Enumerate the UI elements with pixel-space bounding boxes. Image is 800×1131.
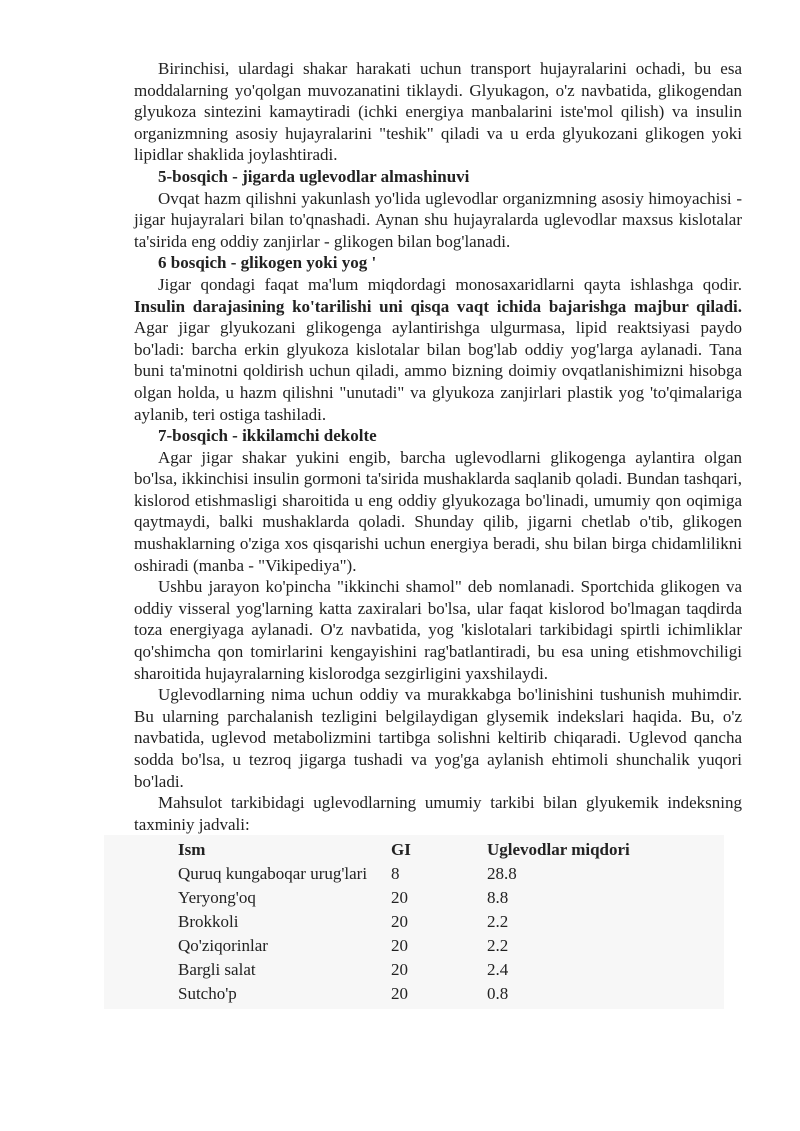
paragraph-insulin-transport: Birinchisi, ulardagi shakar harakati uchun transport hujayralarini ochadi, bu esa moddalarning yo'qolgan muvozanatini tiklaydi. Glyukagon, o'z navbatida, glikogendan glyukoza sintezini kamaytiradi (ichki energiya manbalarini iste'mol qilish) va insulin organizmning asosiy hujayralarini "teshik" qiladi va u erda glyukozani glikogen yoki lipidlar shaklida joylashtiradi. xyxy=(134,59,742,165)
heading-stage-5: 5-bosqich - jigarda uglevodlar almashinuvi xyxy=(158,166,470,186)
table-row xyxy=(104,933,724,957)
paragraph-second-wind: Ushbu jarayon ko'pincha "ikkinchi shamol" deb nomlanadi. Sportchida glikogen va oddiy visseral yog'larning katta zaxiralari bo'lsa, ular faqat kislorod bo'lmagan taqdirda toza energiyaga aylanadi. O'z navbatida, yog 'kislotalari tarkibidagi spirtli ichimliklar qo'shimcha qon tomirlarini kengayishini rag'batlantiradi, bu esa uning etishmovchiligi sharoitida hujayralarning kislorodga sezgirligini yaxshilaydi. xyxy=(134,577,742,683)
header-gi: GI xyxy=(391,839,411,859)
paragraph-lead-text: Jigar qondagi faqat ma'lum miqdordagi monosaxaridlarni qayta ishlashga qodir. xyxy=(158,274,742,294)
cell-carbs: 2.4 xyxy=(487,959,509,979)
cell-name: Bargli salat xyxy=(178,959,256,979)
glycemic-table-container xyxy=(104,835,724,1009)
heading-stage-7: 7-bosqich - ikkilamchi dekolte xyxy=(158,426,377,446)
cell-name: Brokkoli xyxy=(178,911,239,931)
document-body xyxy=(134,58,742,1009)
paragraph-glycemic-index: Uglevodlarning nima uchun oddiy va murakkabga bo'linishini tushunish muhimdir. Bu ularning parchalanish tezligini belgilaydigan glysemik indekslari haqida. Bu, o'z navbatida, uglevod metabolizmini tartibga solishni keltirib chiqaradi. Uglevod qancha sodda bo'lsa, u tezroq jigarga tushadi va yog'ga aylanish ehtimoli shunchalik yuqori bo'ladi. xyxy=(134,685,742,791)
glycemic-index-table xyxy=(104,837,724,1005)
cell-name: Yeryong'oq xyxy=(178,887,256,907)
cell-name: Quruq kungaboqar urug'lari xyxy=(178,863,368,883)
header-carbs: Uglevodlar miqdori xyxy=(487,839,630,859)
heading-stage-6: 6 bosqich - glikogen yoki yog ' xyxy=(158,253,377,273)
table-header-row xyxy=(104,837,724,861)
table-row xyxy=(104,885,724,909)
cell-name: Sutcho'p xyxy=(178,983,237,1003)
cell-carbs: 0.8 xyxy=(487,983,509,1003)
cell-carbs: 8.8 xyxy=(487,887,509,907)
cell-carbs: 2.2 xyxy=(487,935,509,955)
paragraph-tail-text: Agar jigar glyukozani glikogenga aylantirishga ulgurmasa, lipid reaktsiyasi paydo bo'ladi: barcha erkin glyukoza kislotalar bilan bog'lab oddiy yog'larga aylanadi. Tana buni ta'minotni qoldirish uchun qiladi, ammo bizning doimiy ovqatlanishimizni hisobga olgan holda, u hazm qilishni "unutadi" va glyukoza zanjirlari plastik yog 'to'qimalariga aylanib, teri ostiga tashiladi. xyxy=(134,318,742,424)
cell-gi: 20 xyxy=(391,935,408,955)
paragraph-table-intro: Mahsulot tarkibidagi uglevodlarning umumiy tarkibi bilan glyukemik indeksning taxminiy jadvali: xyxy=(134,793,742,834)
cell-gi: 20 xyxy=(391,959,408,979)
paragraph-liver-glycogen xyxy=(134,274,742,425)
cell-name: Qo'ziqorinlar xyxy=(178,935,268,955)
cell-gi: 20 xyxy=(391,887,408,907)
header-name: Ism xyxy=(178,839,206,859)
cell-gi: 20 xyxy=(391,983,408,1003)
paragraph-muscle-glycogen: Agar jigar shakar yukini engib, barcha uglevodlarni glikogenga aylantira olgan bo'lsa, ikkinchisi insulin gormoni ta'sirida mushaklarda saqlanib qoladi. Bundan tashqari, kislorod etishmasligi sharoitida u eng oddiy glyukozaga bo'linadi, umumiy qon oqimiga qaytmaydi, balki mushaklarda qoladi. Shunday qilib, jigarni chetlab o'tib, glikogen mushaklarning o'ziga xos qisqarishi uchun energiya beradi, shu bilan birga chidamlilikni oshiradi (manba - "Vikipediya"). xyxy=(134,447,742,575)
table-row xyxy=(104,981,724,1005)
paragraph-bold-emphasis: Insulin darajasining ko'tarilishi uni qisqa vaqt ichida bajarishga majbur qiladi. xyxy=(134,296,742,316)
cell-gi: 20 xyxy=(391,911,408,931)
cell-carbs: 2.2 xyxy=(487,911,509,931)
table-row xyxy=(104,861,724,885)
paragraph-liver-cells: Ovqat hazm qilishni yakunlash yo'lida uglevodlar organizmning asosiy himoyachisi - jigar hujayralari bilan to'qnashadi. Aynan shu hujayralarda uglevodlar maxsus kislotalar ta'sirida eng oddiy zanjirlar - glikogen bilan bog'lanadi. xyxy=(134,188,742,251)
cell-carbs: 28.8 xyxy=(487,863,517,883)
table-row xyxy=(104,909,724,933)
cell-gi: 8 xyxy=(391,863,400,883)
table-row xyxy=(104,957,724,981)
